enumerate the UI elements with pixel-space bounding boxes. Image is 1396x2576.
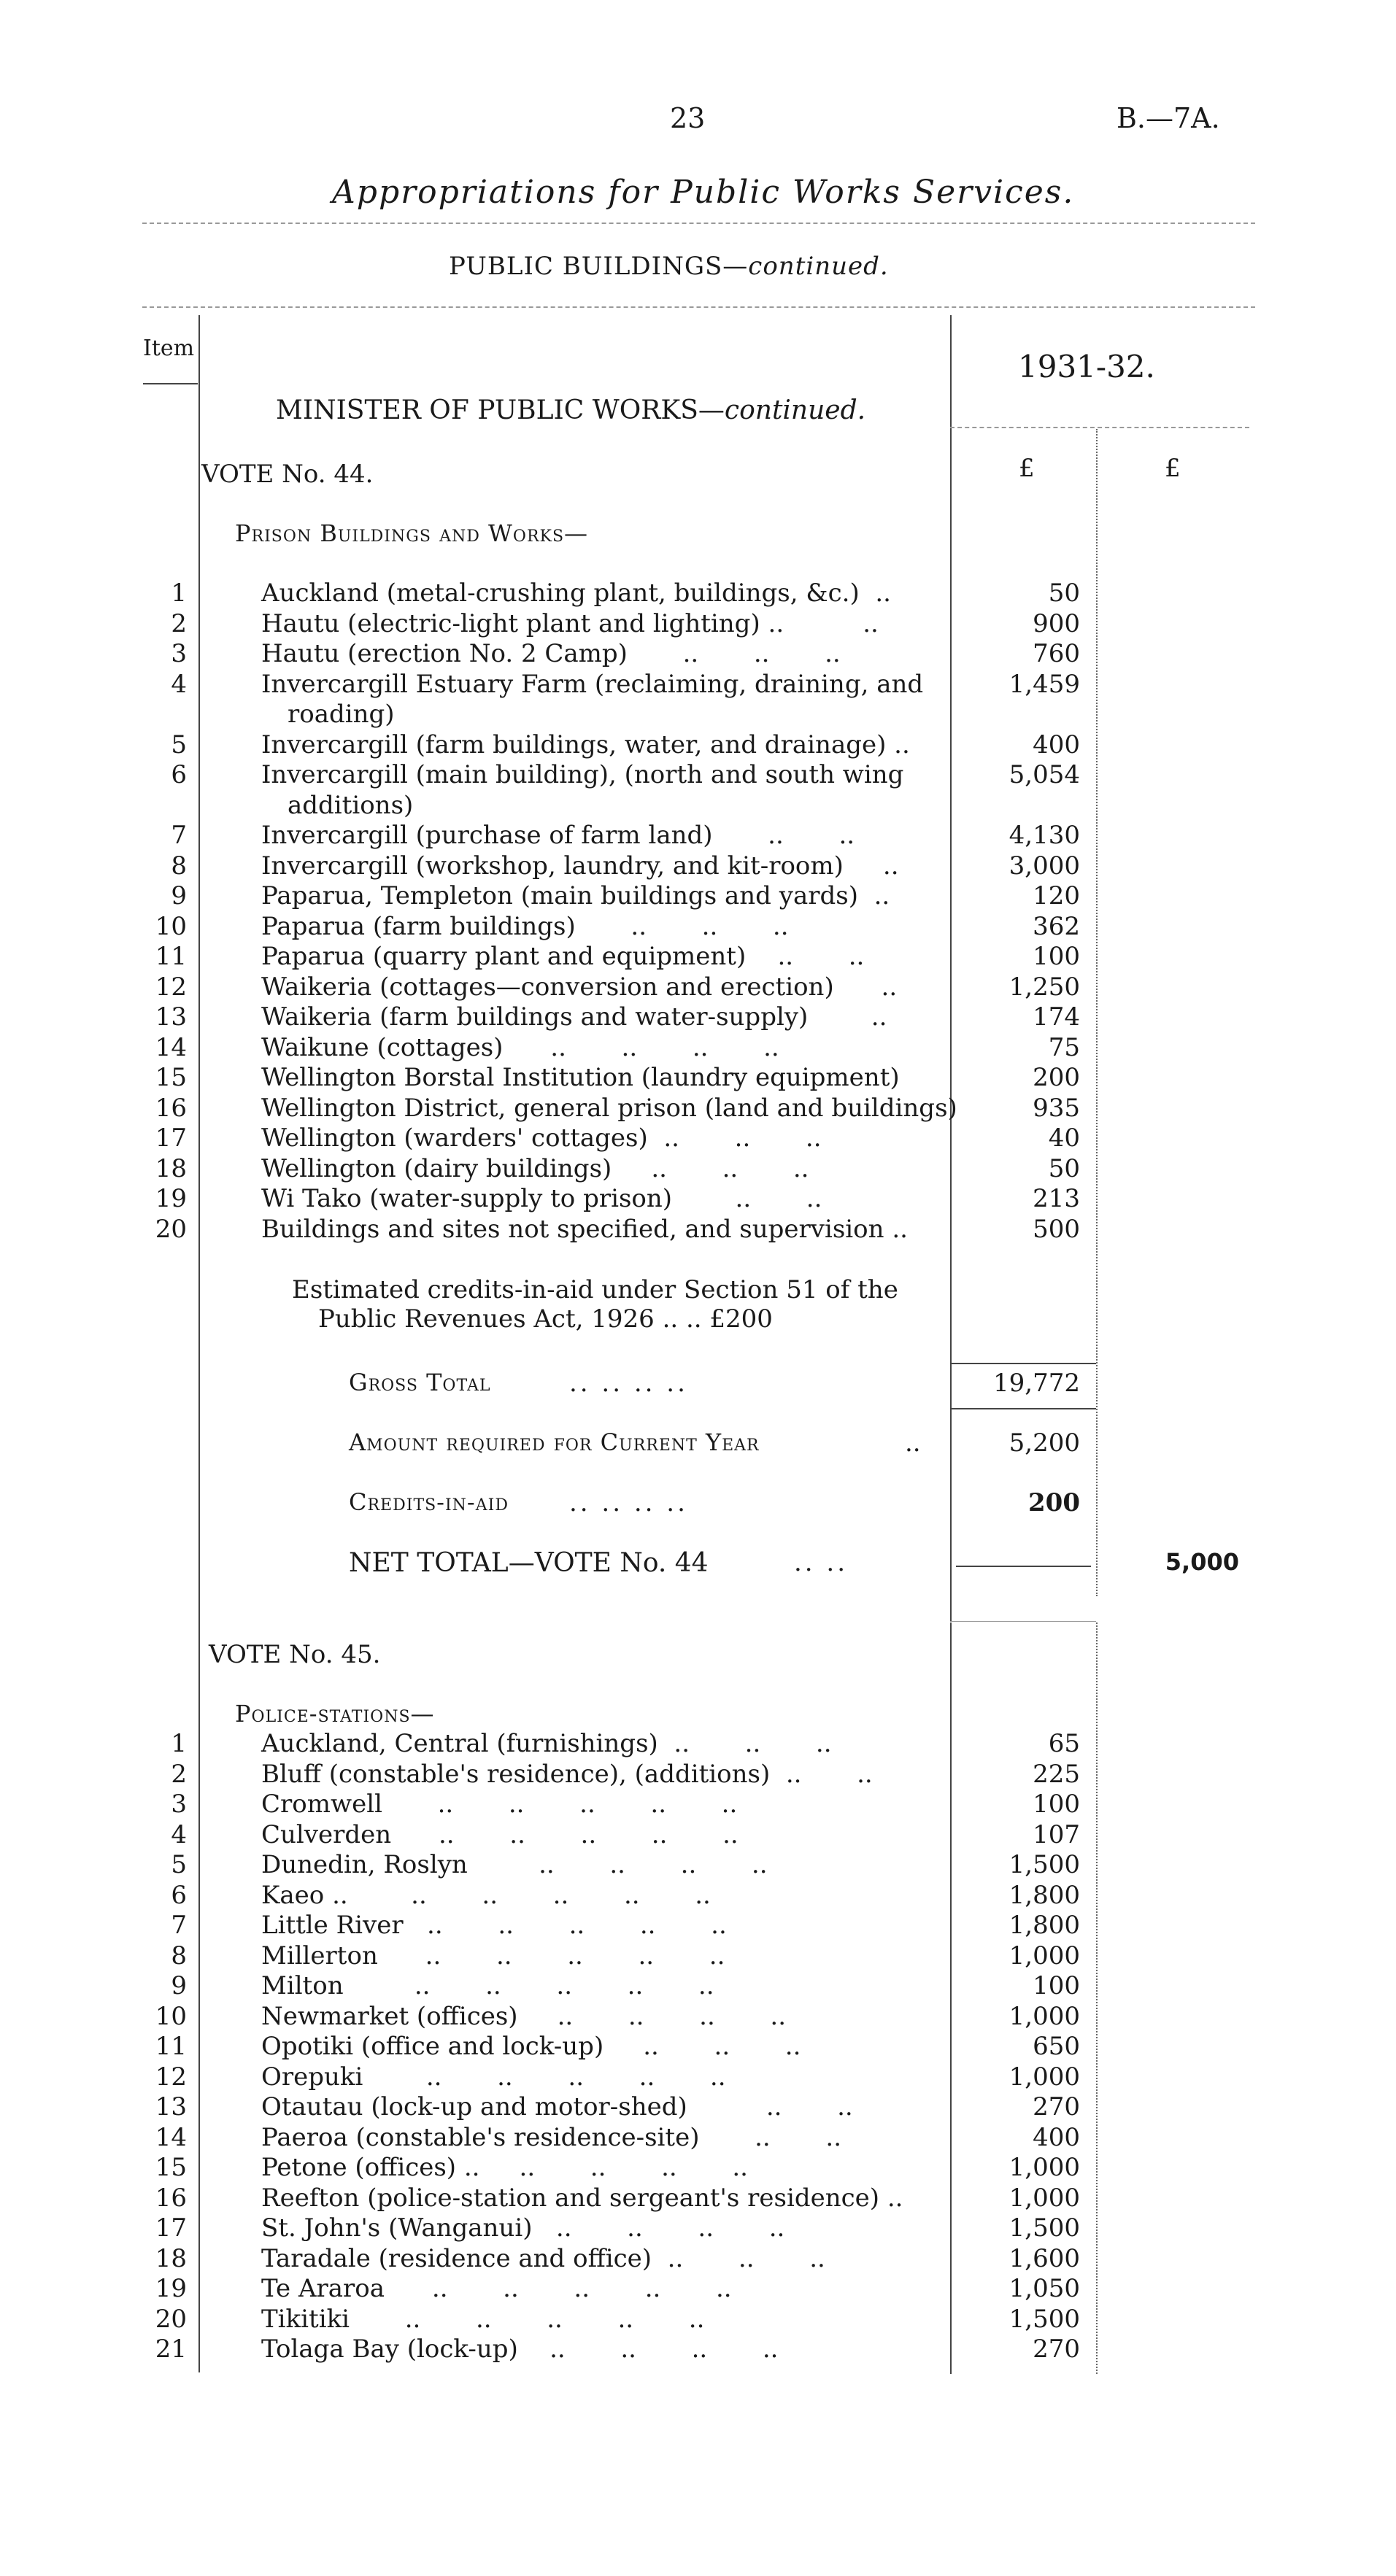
item-number: 16 xyxy=(155,2183,187,2213)
item-description: Milton .. .. .. .. .. xyxy=(261,1971,714,2000)
item-amount: 200 xyxy=(1033,1063,1080,1092)
item-description: Tolaga Bay (lock-up) .. .. .. .. xyxy=(261,2335,779,2364)
item-description: Otautau (lock-up and motor-shed) .. .. xyxy=(261,2092,853,2121)
item-number: 19 xyxy=(155,1184,187,1213)
item-description: Invercargill (farm buildings, water, and drainage) .. xyxy=(261,730,910,759)
item-description: Auckland, Central (furnishings) .. .. .. xyxy=(261,1729,832,1758)
item-amount: 1,050 xyxy=(1009,2274,1080,2303)
amount-required-leader: .. xyxy=(905,1428,921,1458)
item-amount: 400 xyxy=(1033,730,1080,759)
item-description: Paparua (quarry plant and equipment) .. .. xyxy=(261,942,865,971)
item-description: Wellington Borstal Institution (laundry equipment) xyxy=(261,1063,900,1092)
item-number: 3 xyxy=(171,1790,187,1819)
item-number: 5 xyxy=(171,730,187,759)
page-title: Appropriations for Public Works Services. xyxy=(332,174,1075,211)
item-amount: 75 xyxy=(1048,1032,1080,1062)
gross-total-top-rule xyxy=(950,1363,1096,1364)
net-total-value: 5,000 xyxy=(1165,1548,1239,1576)
item-amount: 1,800 xyxy=(1009,1911,1080,1940)
item-number: 2 xyxy=(171,1759,187,1789)
item-number: 10 xyxy=(155,2001,187,2031)
item-number: 15 xyxy=(155,1063,187,1092)
total-column-line-lower xyxy=(1096,1622,1098,2374)
item-number: 17 xyxy=(155,1123,187,1153)
item-description: Auckland (metal-crushing plant, buildings, &c.) .. xyxy=(261,579,891,608)
item-amount: 400 xyxy=(1033,2122,1080,2152)
item-number: 12 xyxy=(155,972,187,1002)
item-number: 20 xyxy=(155,1214,187,1244)
item-amount: 4,130 xyxy=(1009,821,1080,850)
item-amount: 935 xyxy=(1033,1093,1080,1123)
year-header-rule xyxy=(950,427,1249,428)
item-description: Culverden .. .. .. .. .. xyxy=(261,1819,739,1849)
item-description: Buildings and sites not specified, and supervision .. xyxy=(261,1214,908,1244)
item-description: Invercargill (purchase of farm land) .. .. xyxy=(261,821,855,850)
item-amount: 760 xyxy=(1033,639,1080,668)
item-description: Taradale (residence and office) .. .. .. xyxy=(261,2243,825,2273)
item-description: Millerton .. .. .. .. .. xyxy=(261,1941,725,1970)
item-amount: 900 xyxy=(1033,608,1080,638)
item-number: 3 xyxy=(171,639,187,668)
item-number: 1 xyxy=(171,579,187,608)
item-amount: 50 xyxy=(1048,1153,1080,1183)
vote-44-heading: VOTE No. 44. xyxy=(201,460,374,489)
item-amount: 100 xyxy=(1033,942,1080,971)
fiscal-year-header: 1931-32. xyxy=(1018,349,1155,384)
net-total-rule xyxy=(956,1566,1091,1567)
item-amount: 1,600 xyxy=(1009,2243,1080,2273)
credits-in-aid-leader: .. .. .. .. xyxy=(569,1488,688,1517)
amount-required-label: Amount required for Current Year xyxy=(349,1428,760,1456)
item-number: 18 xyxy=(155,1153,187,1183)
item-amount: 1,500 xyxy=(1009,2213,1080,2243)
item-description: Tikitiki .. .. .. .. .. xyxy=(261,2304,705,2334)
item-description: Newmarket (offices) .. .. .. .. xyxy=(261,2001,787,2031)
item-description-continued: additions) xyxy=(288,790,414,820)
minister-heading: MINISTER OF PUBLIC WORKS—continued. xyxy=(276,395,866,425)
item-number: 5 xyxy=(171,1850,187,1879)
item-number: 10 xyxy=(155,911,187,941)
item-amount: 107 xyxy=(1033,1819,1080,1849)
item-description: Little River .. .. .. .. .. xyxy=(261,1911,727,1940)
gross-total-bottom-rule xyxy=(950,1408,1096,1409)
item-number: 4 xyxy=(171,1819,187,1849)
item-description: Invercargill (workshop, laundry, and kit-room) .. xyxy=(261,851,899,881)
item-number: 7 xyxy=(171,1911,187,1940)
amount-column-line xyxy=(950,315,952,1621)
item-number: 20 xyxy=(155,2304,187,2334)
total-column-line xyxy=(1096,429,1098,1596)
item-description: Hautu (electric-light plant and lighting) .. .. xyxy=(261,608,879,638)
item-amount: 1,000 xyxy=(1009,1941,1080,1970)
item-description: St. John's (Wanganui) .. .. .. .. xyxy=(261,2213,785,2243)
item-amount: 1,000 xyxy=(1009,2001,1080,2031)
item-description: Paeroa (constable's residence-site) .. .. xyxy=(261,2122,841,2152)
item-description: Petone (offices) .. .. .. .. .. xyxy=(261,2153,748,2182)
item-number: 13 xyxy=(155,1002,187,1032)
item-amount: 40 xyxy=(1048,1123,1080,1153)
item-number: 8 xyxy=(171,851,187,881)
item-description: Wellington District, general prison (land and buildings) xyxy=(261,1093,957,1123)
item-amount: 650 xyxy=(1033,2032,1080,2061)
item-number: 6 xyxy=(171,1880,187,1910)
item-description: Reefton (police-station and sergeant's residence) .. xyxy=(261,2183,903,2213)
item-amount: 5,054 xyxy=(1009,760,1080,789)
item-description: Wi Tako (water-supply to prison) .. .. xyxy=(261,1184,822,1213)
item-description: Te Araroa .. .. .. .. .. xyxy=(261,2274,732,2303)
item-number: 21 xyxy=(155,2335,187,2364)
item-amount: 362 xyxy=(1033,911,1080,941)
item-number: 15 xyxy=(155,2153,187,2182)
item-description: Waikeria (farm buildings and water-supply) .. xyxy=(261,1002,887,1032)
item-amount: 1,000 xyxy=(1009,2153,1080,2182)
item-number: 13 xyxy=(155,2092,187,2121)
item-amount: 270 xyxy=(1033,2092,1080,2121)
item-number: 16 xyxy=(155,1093,187,1123)
credits-in-aid-label: Credits-in-aid xyxy=(349,1488,509,1516)
title-rule xyxy=(142,223,1255,224)
item-description: Invercargill Estuary Farm (reclaiming, draining, and xyxy=(261,669,924,699)
page-subtitle: PUBLIC BUILDINGS—continued. xyxy=(449,252,889,281)
item-amount: 213 xyxy=(1033,1184,1080,1213)
item-description: Paparua (farm buildings) .. .. .. xyxy=(261,911,789,941)
item-description: Bluff (constable's residence), (additions) .. .. xyxy=(261,1759,873,1789)
vote-45-heading: VOTE No. 45. xyxy=(209,1640,381,1669)
item-number: 11 xyxy=(155,942,187,971)
item-amount: 1,459 xyxy=(1009,669,1080,699)
gross-total-value: 19,772 xyxy=(993,1369,1080,1398)
item-amount: 174 xyxy=(1033,1002,1080,1032)
item-description: Orepuki .. .. .. .. .. xyxy=(261,2062,726,2092)
item-number: 14 xyxy=(155,2122,187,2152)
item-description: Wellington (dairy buildings) .. .. .. xyxy=(261,1153,809,1183)
police-stations-section: Police-stations— xyxy=(235,1700,435,1728)
item-amount: 120 xyxy=(1033,881,1080,910)
item-header-rule xyxy=(143,383,198,384)
item-column-line xyxy=(198,315,200,2372)
item-amount: 100 xyxy=(1033,1790,1080,1819)
credits-in-aid-note: Estimated credits-in-aid under Section 51 of the Public Revenues Act, 1926 .. .. £200 xyxy=(292,1275,898,1334)
item-number: 14 xyxy=(155,1032,187,1062)
item-amount: 1,800 xyxy=(1009,1880,1080,1910)
item-number: 9 xyxy=(171,1971,187,2000)
net-total-label: NET TOTAL—VOTE No. 44 xyxy=(349,1548,709,1578)
vote-45-separator xyxy=(950,1621,1096,1622)
item-column-header: Item xyxy=(143,336,195,361)
subtitle-rule xyxy=(142,306,1255,308)
item-amount: 1,500 xyxy=(1009,1850,1080,1879)
amount-required-value: 5,200 xyxy=(1009,1428,1080,1458)
item-number: 8 xyxy=(171,1941,187,1970)
item-amount: 50 xyxy=(1048,579,1080,608)
item-number: 9 xyxy=(171,881,187,910)
item-amount: 100 xyxy=(1033,1971,1080,2000)
item-amount: 500 xyxy=(1033,1214,1080,1244)
amount-column-line-lower xyxy=(950,1622,952,2374)
item-description-continued: roading) xyxy=(288,700,395,729)
credits-in-aid-value: 200 xyxy=(1028,1488,1080,1517)
item-description: Hautu (erection No. 2 Camp) .. .. .. xyxy=(261,639,841,668)
net-total-leader: .. .. xyxy=(794,1548,849,1577)
item-number: 18 xyxy=(155,2243,187,2273)
item-number: 17 xyxy=(155,2213,187,2243)
item-amount: 270 xyxy=(1033,2335,1080,2364)
item-number: 19 xyxy=(155,2274,187,2303)
item-description: Invercargill (main building), (north and south wing xyxy=(261,760,904,789)
item-number: 6 xyxy=(171,760,187,789)
item-number: 7 xyxy=(171,821,187,850)
item-description: Waikune (cottages) .. .. .. .. xyxy=(261,1032,779,1062)
item-number: 4 xyxy=(171,669,187,699)
currency-column-2: £ xyxy=(1165,454,1181,483)
item-amount: 1,250 xyxy=(1009,972,1080,1002)
item-description: Kaeo .. .. .. .. .. .. xyxy=(261,1880,711,1910)
item-amount: 65 xyxy=(1048,1729,1080,1758)
gross-total-leader: .. .. .. .. xyxy=(569,1369,688,1398)
item-number: 1 xyxy=(171,1729,187,1758)
item-amount: 1,000 xyxy=(1009,2062,1080,2092)
item-amount: 3,000 xyxy=(1009,851,1080,881)
item-number: 11 xyxy=(155,2032,187,2061)
item-amount: 1,000 xyxy=(1009,2183,1080,2213)
item-number: 2 xyxy=(171,608,187,638)
item-amount: 1,500 xyxy=(1009,2304,1080,2334)
prison-buildings-section: Prison Buildings and Works— xyxy=(235,519,589,547)
item-description: Opotiki (office and lock-up) .. .. .. xyxy=(261,2032,801,2061)
item-description: Waikeria (cottages—conversion and erection) .. xyxy=(261,972,898,1002)
page-number: 23 xyxy=(670,102,706,134)
document-reference: B.—7A. xyxy=(1117,102,1220,134)
item-description: Paparua, Templeton (main buildings and yards) .. xyxy=(261,881,890,910)
item-amount: 225 xyxy=(1033,1759,1080,1789)
item-number: 12 xyxy=(155,2062,187,2092)
item-description: Cromwell .. .. .. .. .. xyxy=(261,1790,738,1819)
gross-total-label: Gross Total xyxy=(349,1369,491,1396)
currency-column-1: £ xyxy=(1019,454,1035,483)
item-description: Wellington (warders' cottages) .. .. .. xyxy=(261,1123,822,1153)
item-description: Dunedin, Roslyn .. .. .. .. xyxy=(261,1850,768,1879)
